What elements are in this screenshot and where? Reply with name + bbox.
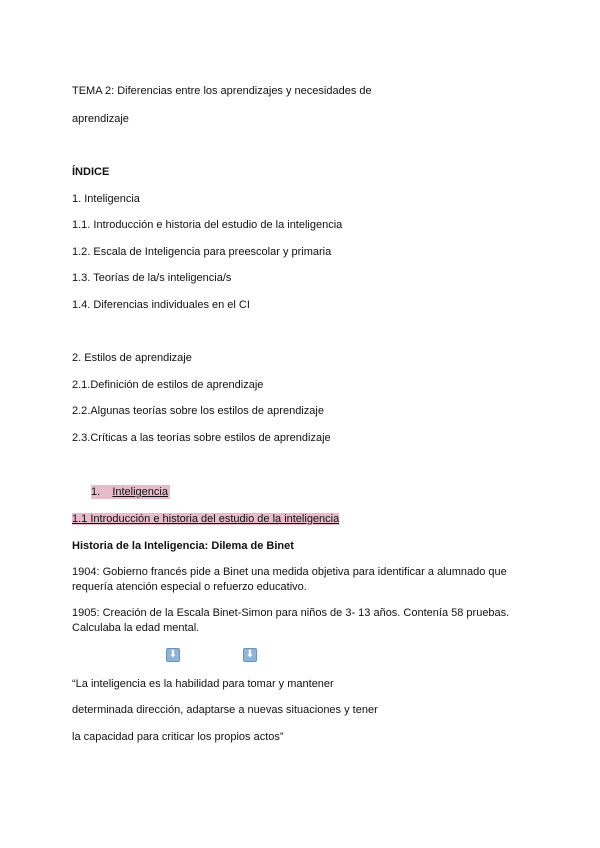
quote-line-1: “La inteligencia es la habilidad para tomar y mantener bbox=[72, 678, 334, 690]
index-section-1: 1. Inteligencia bbox=[72, 193, 140, 205]
section-heading-inteligencia bbox=[91, 485, 170, 499]
section-heading-number: 1. bbox=[91, 486, 101, 498]
quote-line-2: determinada dirección, adaptarse a nuevas situaciones y tener bbox=[72, 704, 378, 716]
down-arrow-icon: ⬇ bbox=[243, 648, 257, 662]
document-title-line-2: aprendizaje bbox=[72, 113, 129, 125]
quote-line-3: la capacidad para criticar los propios actos” bbox=[72, 731, 284, 743]
history-heading: Historia de la Inteligencia: Dilema de Binet bbox=[72, 540, 294, 552]
subsection-heading-text: 1.1 Introducción e historia del estudio de la inteligencia bbox=[72, 513, 340, 525]
paragraph-1904: 1904: Gobierno francés pide a Binet una medida objetiva para identificar a alumnado que requería atención especial o refuerzo educativo. bbox=[72, 566, 507, 593]
index-item-2-3: 2.3.Críticas a las teorías sobre estilos de aprendizaje bbox=[72, 432, 331, 444]
subsection-heading bbox=[72, 512, 339, 526]
index-item-2-2: 2.2.Algunas teorías sobre los estilos de aprendizaje bbox=[72, 405, 324, 417]
index-item-1-2: 1.2. Escala de Inteligencia para preescolar y primaria bbox=[72, 246, 332, 258]
down-arrow-icon: ⬇ bbox=[166, 648, 180, 662]
paragraph-1905: 1905: Creación de la Escala Binet-Simon para niños de 3- 13 años. Contenía 58 pruebas. Calculaba la edad mental. bbox=[72, 607, 510, 634]
index-section-2: 2. Estilos de aprendizaje bbox=[72, 352, 192, 364]
index-heading: ÍNDICE bbox=[72, 166, 110, 178]
section-heading-text: Inteligencia bbox=[112, 486, 168, 498]
document-title-line-1: TEMA 2: Diferencias entre los aprendizajes y necesidades de bbox=[72, 85, 372, 97]
index-item-2-1: 2.1.Definición de estilos de aprendizaje bbox=[72, 379, 264, 391]
index-item-1-4: 1.4. Diferencias individuales en el CI bbox=[72, 299, 250, 311]
index-item-1-1: 1.1. Introducción e historia del estudio de la inteligencia bbox=[72, 219, 343, 231]
index-item-1-3: 1.3. Teorías de la/s inteligencia/s bbox=[72, 272, 232, 284]
